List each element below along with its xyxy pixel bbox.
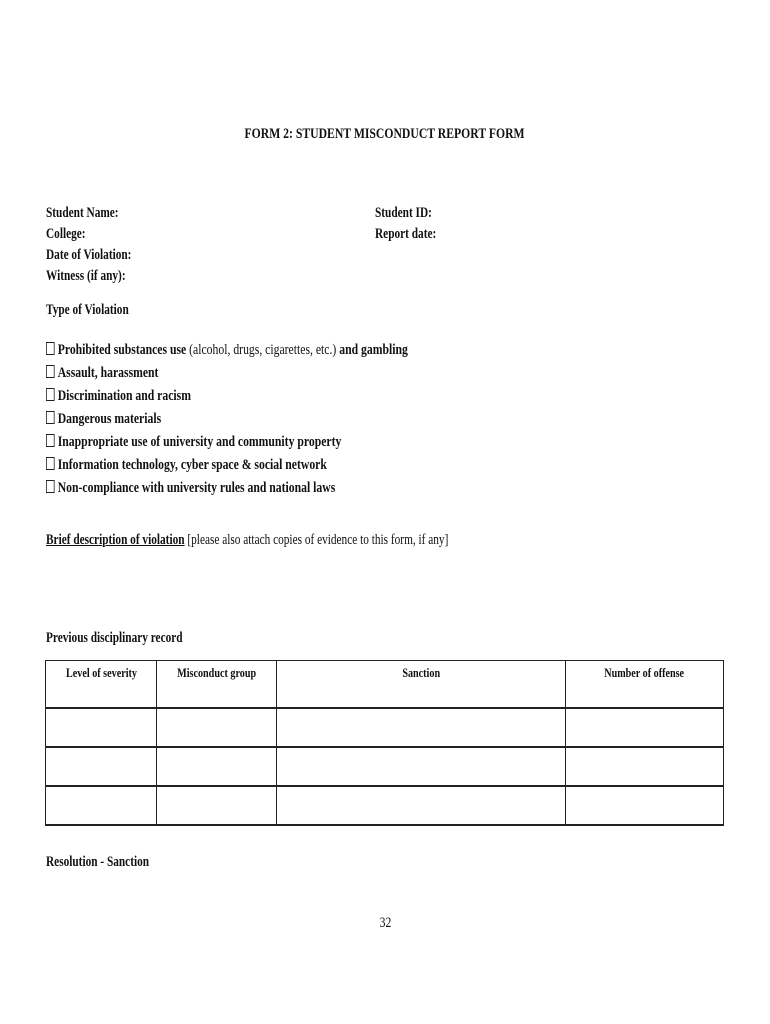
violation-item-dangerous-materials: Dangerous materials xyxy=(46,408,510,431)
column-header: Level of severity xyxy=(46,661,157,709)
table-row xyxy=(46,708,724,747)
table-row xyxy=(46,747,724,786)
checkbox[interactable] xyxy=(46,411,55,424)
page-number: 32 xyxy=(379,915,391,931)
form-title: FORM 2: STUDENT MISCONDUCT REPORT FORM xyxy=(244,126,526,142)
table-cell[interactable] xyxy=(157,786,277,825)
checkbox[interactable] xyxy=(46,342,55,355)
college-field: College: xyxy=(46,226,86,242)
violation-item-information-technology: Information technology, cyber space & social network xyxy=(46,454,510,477)
violation-item-discrimination: Discrimination and racism xyxy=(46,385,510,408)
checkbox[interactable] xyxy=(46,365,55,378)
table-cell[interactable] xyxy=(46,786,157,825)
witness-field: Witness (if any): xyxy=(46,268,126,284)
violation-item-non-compliance: Non-compliance with university rules and national laws xyxy=(46,477,510,500)
checkbox[interactable] xyxy=(46,457,55,470)
resolution-heading: Resolution - Sanction xyxy=(46,854,150,870)
violation-item-prohibited-substances: Prohibited substances use (alcohol, drugs, cigarettes, etc.) and gambling xyxy=(46,339,510,362)
column-header: Misconduct group xyxy=(157,661,277,709)
table-cell[interactable] xyxy=(566,708,724,747)
table-cell[interactable] xyxy=(277,786,566,825)
description-heading: Brief description of violation [please also attach copies of evidence to this form, if any] xyxy=(46,532,449,548)
report-date-field: Report date: xyxy=(375,226,437,242)
violation-checklist xyxy=(46,339,510,500)
table-cell[interactable] xyxy=(46,747,157,786)
table-cell[interactable] xyxy=(277,747,566,786)
student-id-field: Student ID: xyxy=(375,205,432,221)
column-header: Sanction xyxy=(277,661,566,709)
student-name-field: Student Name: xyxy=(46,205,119,221)
table-header-row xyxy=(46,661,724,709)
table-row xyxy=(46,786,724,825)
checkbox[interactable] xyxy=(46,480,55,493)
table-cell[interactable] xyxy=(157,708,277,747)
violation-type-heading: Type of Violation xyxy=(46,302,129,318)
date-of-violation-field: Date of Violation: xyxy=(46,247,132,263)
checkbox[interactable] xyxy=(46,388,55,401)
record-heading: Previous disciplinary record xyxy=(46,630,183,646)
disciplinary-record-table xyxy=(45,660,724,826)
column-header: Number of offense xyxy=(566,661,724,709)
violation-item-assault: Assault, harassment xyxy=(46,362,510,385)
table-cell[interactable] xyxy=(277,708,566,747)
table-cell[interactable] xyxy=(566,786,724,825)
table-cell[interactable] xyxy=(566,747,724,786)
checkbox[interactable] xyxy=(46,434,55,447)
violation-item-property-misuse: Inappropriate use of university and community property xyxy=(46,431,510,454)
table-cell[interactable] xyxy=(46,708,157,747)
table-cell[interactable] xyxy=(157,747,277,786)
